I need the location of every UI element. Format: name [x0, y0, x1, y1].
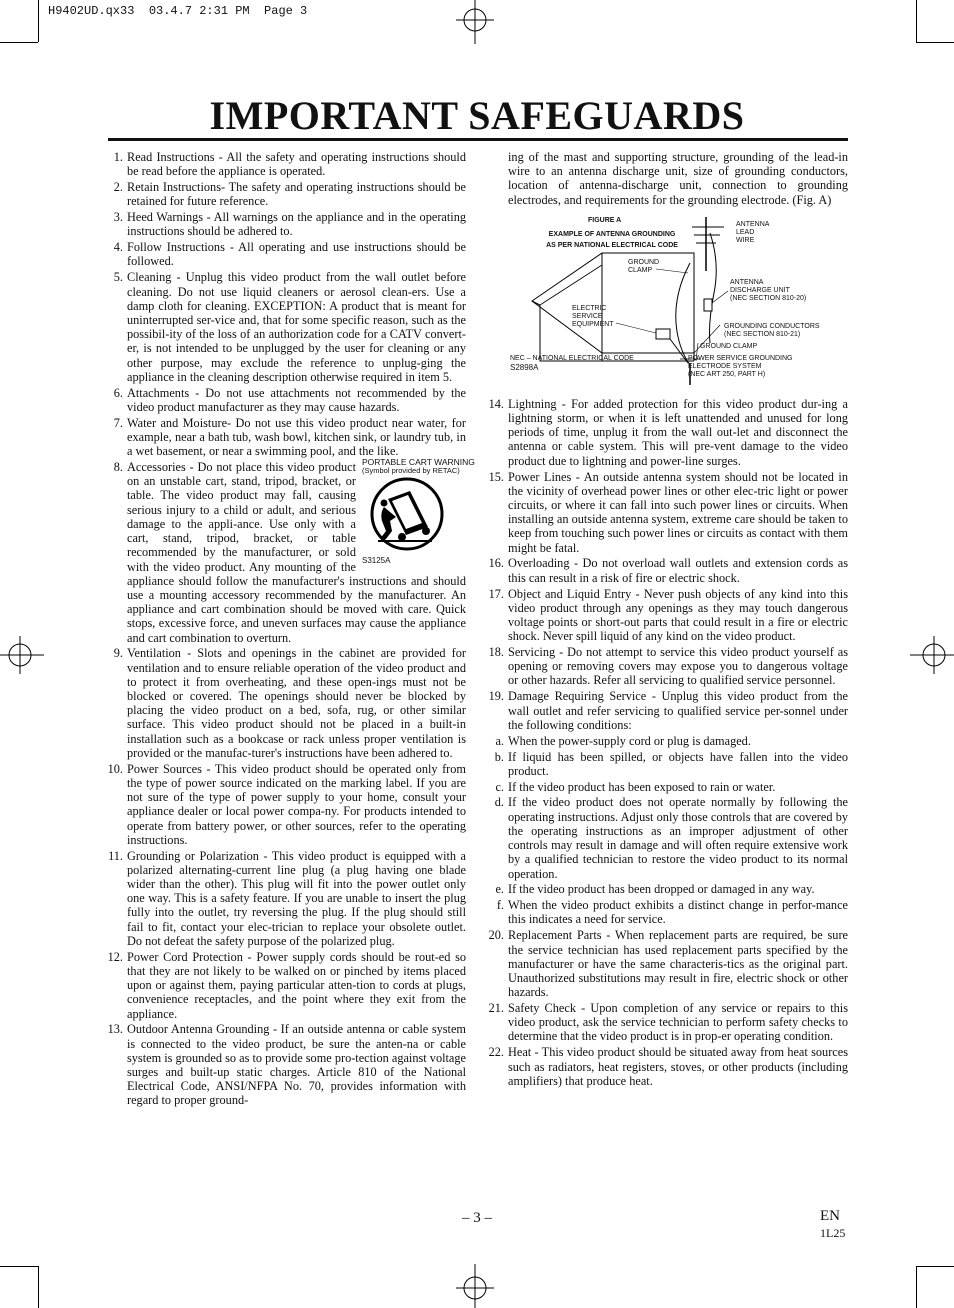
item-text: Safety Check - Upon completion of any service or repairs to this video product, ask the service technician to perform safety checks to determine that the video product is in prop-er operating condition. [508, 1001, 848, 1044]
crop-mark [38, 0, 39, 42]
safeguard-item [103, 646, 466, 760]
item-number: 4. [113, 240, 123, 255]
item-number: e. [495, 882, 504, 897]
item-text: Follow Instructions - All operating and use instructions should be followed. [127, 240, 466, 269]
item-number: 9. [113, 646, 123, 661]
safeguard-item [103, 240, 466, 268]
item-text: When the video product exhibits a distinct change in perfor-mance this indicates a need for service. [508, 898, 848, 927]
item-number: 17. [488, 586, 504, 601]
cart-figure-code: S3125A [362, 556, 391, 566]
item-number: 21. [488, 1001, 504, 1016]
registration-mark-bottom [452, 1264, 498, 1308]
item-number: 20. [488, 928, 504, 943]
safeguard-item [484, 587, 848, 644]
condition-item [484, 734, 848, 748]
item-number: 3. [113, 210, 123, 225]
item-number: 19. [488, 689, 504, 704]
safeguard-item [484, 1001, 848, 1044]
item-number: 22. [488, 1045, 504, 1060]
file-header: H9402UD.qx33 03.4.7 2:31 PM Page 3 [48, 4, 308, 18]
item-number: 6. [113, 385, 123, 400]
safeguard-item [103, 150, 466, 178]
item-text: If liquid has been spilled, or objects have fallen into the video product. [508, 749, 848, 778]
document-code: 1L25 [820, 1226, 846, 1240]
label-nec: NEC – NATIONAL ELECTRICAL CODE [510, 354, 634, 362]
figure-heading-2: AS PER NATIONAL ELECTRICAL CODE [546, 241, 678, 249]
item-text: If the video product has been dropped or damaged in any way. [508, 882, 815, 897]
left-column [103, 150, 475, 1109]
cart-warning-caption: PORTABLE CART WARNING [362, 457, 475, 468]
condition-item [484, 750, 848, 778]
safeguard-item [103, 1022, 466, 1107]
page-title: IMPORTANT SAFEGUARDS [209, 93, 745, 138]
safeguard-item [484, 689, 848, 732]
item-text: Power Cord Protection - Power supply cords should be rout-ed so that they are not likely to be walked on or pinched by items placed upon or against them, paying particular atten-tion to cords at plugs, convenience receptacles, and the point where they exit from the appliance. [127, 949, 466, 1021]
cart-warning-subcaption: (Symbol provided by RETAC) [362, 466, 460, 476]
item-text: Cleaning - Unplug this video product from the wall outlet before cleaning. Do not use liquid cleaners or aerosol clean-ers. Use a damp cloth for cleaning. EXCEPTION: A product that is meant for uninterrupted ser-vice and, that for some specific reason, such as the possibil-ity of the loss of an authorization code for a CATV convert-er, is not intended to be unplugged by the user for cleaning or any other purpose, may exclude the reference to unplug-ging the appliance in the cleaning description otherwise required in item 5. [127, 270, 466, 384]
item-text: Power Lines - An outside antenna system should not be located in the vicinity of overhead power lines or other elec-tric light or power circuits, or where it can fall into such power lines or circuits. When installing an outside antenna system, extreme care should be taken to keep from touching such power lines or circuits as contact with them might be fatal. [508, 469, 848, 555]
item-number: 11. [108, 848, 123, 863]
label-antenna-discharge-unit: ANTENNA DISCHARGE UNIT (NEC SECTION 810-20) [730, 278, 807, 302]
safeguard-item [484, 1045, 848, 1088]
safeguard-item [103, 180, 466, 208]
safeguard-item [103, 950, 466, 1021]
safeguard-item [484, 645, 848, 688]
item-text: Grounding or Polarization - This video product is equipped with a polarized alternating-current line plug (a plug having one blade wider than the other). This plug will fit into the power outlet only one way. This is a safety feature. If you are unable to insert the plug fully into the outlet, try reversing the plug. If the plug should still fail to fit, contact your elec-trician to replace your obsolete outlet. Do not defeat the safety purpose of the polarized plug. [127, 848, 466, 948]
item-number: 1. [113, 150, 123, 164]
condition-item [484, 882, 848, 896]
item-text: Servicing - Do not attempt to service this video product yourself as opening or removing covers may expose you to dangerous voltage or other hazards. Refer all servicing to qualified service personnel. [508, 645, 848, 688]
registration-mark-right [910, 632, 954, 678]
item-number: f. [496, 898, 504, 913]
title-rule [108, 138, 848, 141]
item-number: 15. [488, 469, 504, 484]
item-number: 10. [107, 761, 123, 776]
safeguard-item [484, 928, 848, 999]
condition-item [484, 780, 848, 794]
item-text: Power Sources - This video product should be operated only from the type of power source indicated on the marking label. If you are not sure of the type of power supply to your home, consult your appliance dealer or local power compa-ny. For products intended to operate from battery power, or other sources, refer to the operating instructions. [127, 761, 466, 847]
item-text: Ventilation - Slots and openings in the cabinet are provided for ventilation and to ensure reliable operation of the video product and to protect it from overheating, and these open-ings must not be blocked or covered. The openings should never be blocked by placing the video product on a bed, sofa, rug, or other similar surface. This video product should not be placed in a built-in installation such as a bookcase or rack unless proper ventilation is provided or the manufac-turer's instructions have been adhered to. [127, 646, 466, 760]
safeguard-item [103, 270, 466, 384]
item-text: Retain Instructions- The safety and operating instructions should be retained for future reference. [127, 180, 466, 209]
crop-mark [916, 1266, 954, 1267]
item-text: Heat - This video product should be situated away from heat sources such as radiators, heat registers, stoves, or other products (including amplifiers) that produce heat. [508, 1045, 848, 1088]
item-number: a. [495, 733, 504, 748]
damage-conditions-list [484, 734, 848, 927]
item-text: Water and Moisture- Do not use this video product near water, for example, near a bath tub, wash bowl, kitchen sink, or laundry tub, in a wet basement, or near a swimming pool, and the like. [127, 415, 466, 459]
item-number: 13. [107, 1022, 123, 1037]
condition-item [484, 898, 848, 926]
figure-a-antenna-grounding [484, 213, 848, 393]
item-text: Heed Warnings - All warnings on the appliance and in the operating instructions should be adhered to. [127, 210, 466, 239]
page-number: – 3 – [462, 1210, 492, 1226]
item-text: Outdoor Antenna Grounding - If an outside antenna or cable system is connected to the video product, be sure the anten-na or cable system is grounded so as to provide some pro-tection against voltage surges and built-up static charges. Article 810 of the National Electrical Code, ANSI/NFPA No. 70, provides information with regard to proper ground- [127, 1022, 466, 1108]
safeguard-item [484, 397, 848, 468]
item-text: Read Instructions - All the safety and operating instructions should be read before the appliance is operated. [127, 150, 466, 179]
safeguard-item [103, 762, 466, 847]
safeguard-item [103, 386, 466, 414]
label-power-service-grounding: POWER SERVICE GROUNDING ELECTRODE SYSTEM (NEC ART 250, PART H) [688, 354, 793, 378]
safeguard-item [103, 416, 466, 459]
crop-mark [916, 1266, 917, 1308]
item-text: If the video product does not operate normally by following the operating instructions. Adjust only those controls that are covered by the operating instructions as an improper adjustment of other controls may result in damage and will often require extensive work by a qualified technician to restore the video product to its normal operation. [508, 795, 848, 881]
crop-mark [916, 0, 917, 42]
safeguard-list [103, 150, 466, 458]
item-number: 18. [488, 645, 504, 660]
safeguard-list [103, 646, 466, 1107]
item-text: Attachments - Do not use attachments not recommended by the video product manufacturer as they may cause hazards. [127, 385, 466, 414]
item-number: 7. [113, 415, 123, 430]
item-text: Accessories - Do not place this video product on an unstable cart, stand, tripod, bracket, or table. The video product may fall, causing serious injury to a child or adult, and serious damage to the appli-ance. Use only with a cart, stand, tripod, bracket, or table recommended by the manufacturer, or sold with the video product. Any mounting of the appliance should follow the manufacturer's instructions and should use a mounting accessory recommended by the manufacturer. An appliance and cart combination should be moved with care. Quick stops, excessive force, and uneven surfaces may cause the appliance and cart combination to overturn. [127, 460, 466, 645]
item-number: 14. [488, 396, 504, 411]
portable-cart-warning [362, 457, 475, 568]
label-grounding-conductors: GROUNDING CONDUCTORS (NEC SECTION 810-21) [724, 322, 820, 338]
item-number: d. [494, 795, 504, 810]
item-number: 2. [113, 180, 123, 195]
item-text: Damage Requiring Service - Unplug this video product from the wall outlet and refer servicing to qualified service per-sonnel under the following conditions: [508, 689, 848, 732]
label-ground-clamp-top: GROUND CLAMP [628, 258, 660, 274]
item-number: 8. [113, 460, 123, 475]
registration-mark-top [452, 0, 498, 44]
safeguard-item-8 [103, 457, 475, 645]
item-text: When the power-supply cord or plug is damaged. [508, 733, 751, 748]
language-code: EN [820, 1208, 840, 1224]
right-column [484, 150, 848, 1090]
item-number: b. [494, 749, 504, 764]
item-text: Replacement Parts - When replacement parts are required, be sure the service technician has used replacement parts specified by the manufacturer or have the same characteris-tics as the original part. Unauthorized substitutions may result in fire, electric shock or other hazards. [508, 928, 848, 1000]
item-number: c. [495, 779, 504, 794]
item-text: Lightning - For added protection for this video product dur-ing a lightning storm, or when it is left unattended and unused for long periods of time, unplug it from the wall out-let and disconnect the antenna or cable system. This will pre-vent damage to the video product due to lightning and power-line surges. [508, 396, 848, 468]
safeguard-list [484, 397, 848, 732]
label-ground-clamp-bottom: GROUND CLAMP [700, 342, 758, 350]
figure-title: FIGURE A [588, 216, 622, 224]
condition-item [484, 795, 848, 880]
tipping-cart-icon [366, 477, 448, 551]
crop-mark [38, 1266, 39, 1308]
house-antenna-diagram [484, 213, 848, 393]
safeguard-item [103, 849, 466, 948]
label-antenna-lead-wire: ANTENNA LEAD WIRE [736, 220, 770, 244]
safeguard-item [484, 470, 848, 555]
crop-mark [0, 42, 38, 43]
safeguard-item [103, 210, 466, 238]
item-text: If the video product has been exposed to rain or water. [508, 779, 776, 794]
item-text: Overloading - Do not overload wall outlets and extension cords as this can result in a risk of fire or electric shock. [508, 556, 848, 585]
crop-mark [916, 42, 954, 43]
item-number: 5. [113, 270, 123, 285]
item-number: 16. [488, 556, 504, 571]
item-13-continuation: ing of the mast and supporting structure, grounding of the lead-in wire to an antenna discharge unit, size of grounding conductors, location of antenna-discharge unit, connection to grounding electrodes, and requirements for the grounding electrode. (Fig. A) [508, 150, 848, 207]
crop-mark [0, 1266, 38, 1267]
figure-code: S2898A [510, 362, 539, 372]
item-text: Object and Liquid Entry - Never push objects of any kind into this video product through any openings as they may touch dangerous voltage points or short-out parts that could result in a fire or electric shock. Never spill liquid of any kind on the video product. [508, 586, 848, 644]
item-number: 12. [107, 949, 123, 964]
registration-mark-left [0, 632, 44, 678]
label-electric-service-equipment: ELECTRIC SERVICE EQUIPMENT [572, 304, 614, 328]
figure-heading-1: EXAMPLE OF ANTENNA GROUNDING [548, 230, 676, 238]
safeguard-list [484, 928, 848, 1088]
safeguard-item [484, 556, 848, 584]
